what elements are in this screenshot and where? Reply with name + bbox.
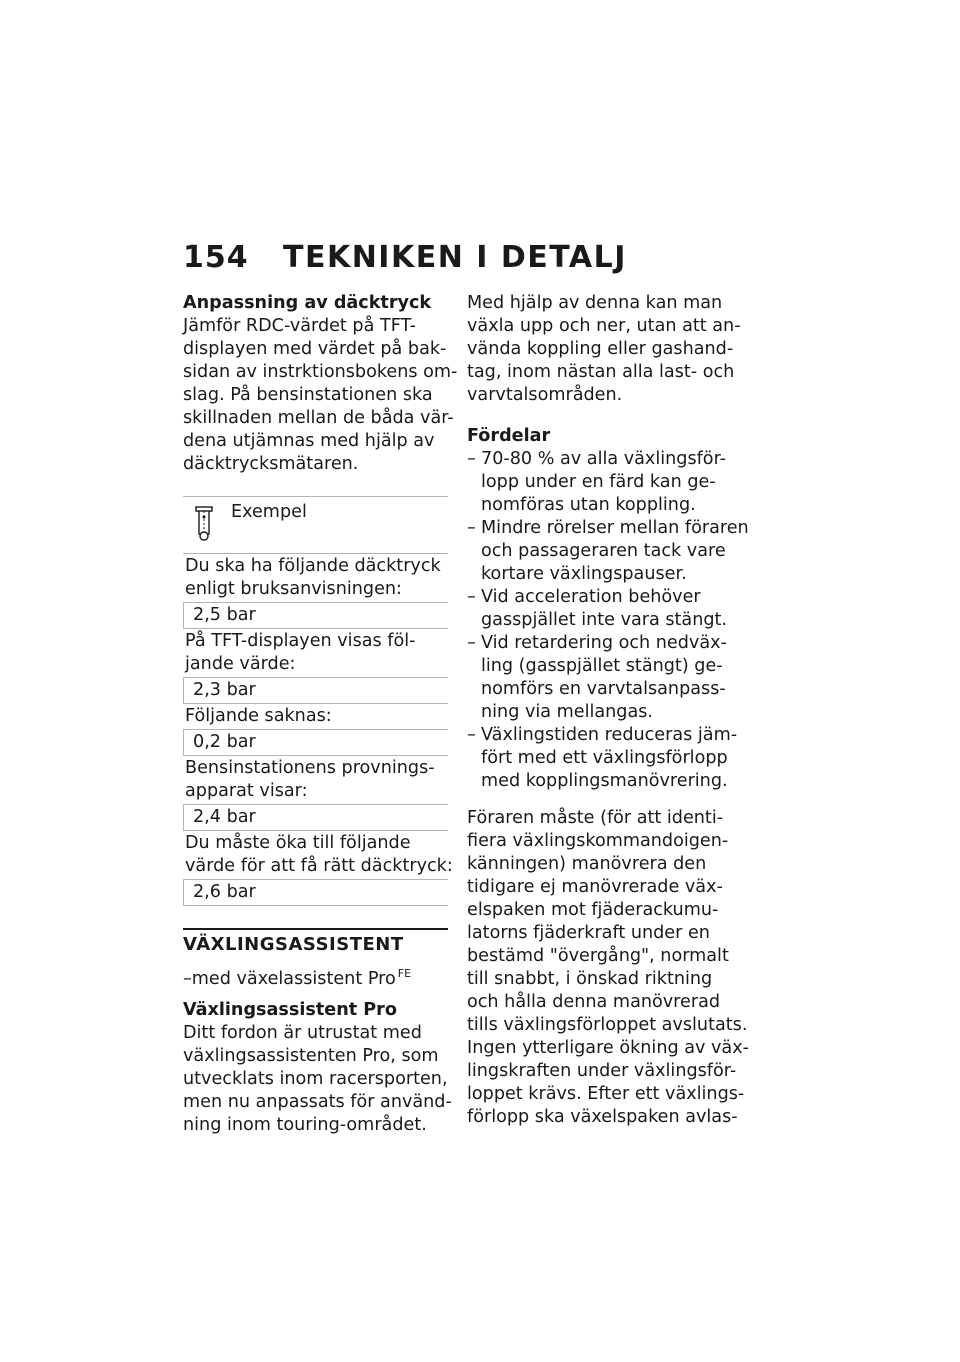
text-line: fiera växlingskommandoigen- (467, 831, 729, 851)
equipment-note (183, 962, 451, 991)
example-row (183, 704, 448, 730)
dash-bullet: – (467, 518, 476, 538)
text-line: växla upp och ner, utan att an- (467, 316, 741, 336)
shift-operation-paragraph (467, 807, 749, 1129)
text-line: ning inom touring-området. (183, 1115, 427, 1135)
advantage-item (467, 586, 739, 632)
text-line: fört med ett växlingsförlopp (481, 748, 728, 768)
example-text: värde för att få rätt däcktryck: (185, 856, 453, 876)
text-line: elspaken mot fjäderackumu- (467, 900, 719, 920)
text-line: Vid acceleration behöver (481, 587, 701, 607)
text-line: Med hjälp av denna kan man (467, 293, 723, 313)
tire-pressure-heading: Anpassning av däcktryck (183, 293, 432, 313)
text-line: Ditt fordon är utrustat med (183, 1023, 422, 1043)
text-line: Vid retardering och nedväx- (481, 633, 727, 653)
right-column (467, 292, 749, 1129)
advantage-item (467, 632, 739, 724)
text-line: lopp under en färd kan ge- (481, 472, 716, 492)
text-line: tidigare ej manövrerade väx- (467, 877, 723, 897)
example-table (183, 496, 453, 906)
example-row (183, 756, 448, 805)
text-line: känningen) manövrera den (467, 854, 707, 874)
example-value: 0,2 bar (183, 730, 448, 756)
shift-assistant-paragraph (183, 1022, 451, 1137)
text-line: sidan av instrktionsbokens om- (183, 362, 458, 382)
text-line: och passageraren tack vare (481, 541, 726, 561)
page-number: 154 (183, 240, 249, 275)
dash-bullet: – (467, 725, 476, 745)
text-line: Föraren måste (för att identi- (467, 808, 724, 828)
left-column (183, 292, 458, 1137)
example-text: Du måste öka till följande (185, 833, 411, 853)
example-value: 2,5 bar (183, 603, 448, 629)
text-line: nomföras utan koppling. (481, 495, 696, 515)
example-row (183, 831, 453, 880)
example-value: 2,4 bar (183, 805, 448, 831)
text-line: förlopp ska växelspaken avlas- (467, 1107, 738, 1127)
advantage-item (467, 448, 739, 517)
text-line: vända koppling eller gashand- (467, 339, 734, 359)
text-line: Växlingstiden reduceras jäm- (481, 725, 738, 745)
text-line: växlingsassistenten Pro, som (183, 1046, 439, 1066)
text-line: tag, inom nästan alla last- och (467, 362, 735, 382)
example-text: På TFT-displayen visas föl- (185, 631, 416, 651)
advantage-item (467, 517, 749, 586)
advantage-item (467, 724, 739, 793)
example-row (183, 554, 448, 603)
dash-bullet: – (467, 449, 476, 469)
text-line: bestämd "övergång", normalt (467, 946, 729, 966)
text-line: med kopplingsmanövrering. (481, 771, 728, 791)
example-header (183, 497, 448, 554)
text-line: displayen med värdet på bak- (183, 339, 447, 359)
section-title: VÄXLINGSASSISTENT (183, 934, 404, 955)
text-line: skillnaden mellan de båda vär- (183, 408, 454, 428)
tire-gauge-icon (195, 505, 219, 541)
text-line: Ingen ytterligare ökning av väx- (467, 1038, 749, 1058)
text-line: däcktrycksmätaren. (183, 454, 359, 474)
text-line: varvtalsområden. (467, 385, 623, 405)
equipment-code: FE (397, 967, 412, 980)
example-row (183, 629, 448, 678)
text-line: loppet krävs. Efter ett växlings- (467, 1084, 745, 1104)
text-line: kortare växlingspauser. (481, 564, 687, 584)
example-text: enligt bruksanvisningen: (185, 579, 402, 599)
example-text: Du ska ha följande däcktryck (185, 556, 441, 576)
text-line: latorns fjäderkraft under en (467, 923, 710, 943)
text-line: tills växlingsförloppet avslutats. (467, 1015, 748, 1035)
example-text: apparat visar: (185, 781, 308, 801)
text-line: dena utjämnas med hjälp av (183, 431, 435, 451)
text-line: Mindre rörelser mellan föraren (481, 518, 749, 538)
text-line: men nu anpassats för använd- (183, 1092, 452, 1112)
text-line: utvecklats inom racersporten, (183, 1069, 448, 1089)
example-text: jande värde: (185, 654, 296, 674)
text-line: 70-80 % av alla växlingsför- (481, 449, 727, 469)
text-line: Jämför RDC-värdet på TFT- (183, 316, 417, 336)
example-text: Bensinstationens provnings- (185, 758, 435, 778)
text-line: slag. På bensinstationen ska (183, 385, 433, 405)
equipment-note-text: –med växelassistent Pro (183, 969, 396, 989)
text-line: ning via mellangas. (481, 702, 654, 722)
text-line: nomförs en varvtalsanpass- (481, 679, 726, 699)
text-line: lingskraften under växlingsför- (467, 1061, 737, 1081)
example-label: Exempel (231, 502, 307, 522)
example-value: 2,3 bar (183, 678, 448, 704)
tire-pressure-paragraph (183, 315, 458, 476)
example-text: Följande saknas: (185, 706, 332, 726)
shift-assistant-heading: Växlingsassistent Pro (183, 1000, 397, 1020)
intro-paragraph (467, 292, 739, 407)
text-line: ling (gasspjället stängt) ge- (481, 656, 723, 676)
example-value: 2,6 bar (183, 880, 448, 906)
text-line: och hålla denna manövrerad (467, 992, 721, 1012)
advantages-heading: Fördelar (467, 426, 551, 446)
text-line: till snabbt, i önskad riktning (467, 969, 713, 989)
text-line: gasspjället inte vara stängt. (481, 610, 728, 630)
dash-bullet: – (467, 587, 476, 607)
page-title: TEKNIKEN I DETALJ (283, 240, 627, 275)
dash-bullet: – (467, 633, 476, 653)
